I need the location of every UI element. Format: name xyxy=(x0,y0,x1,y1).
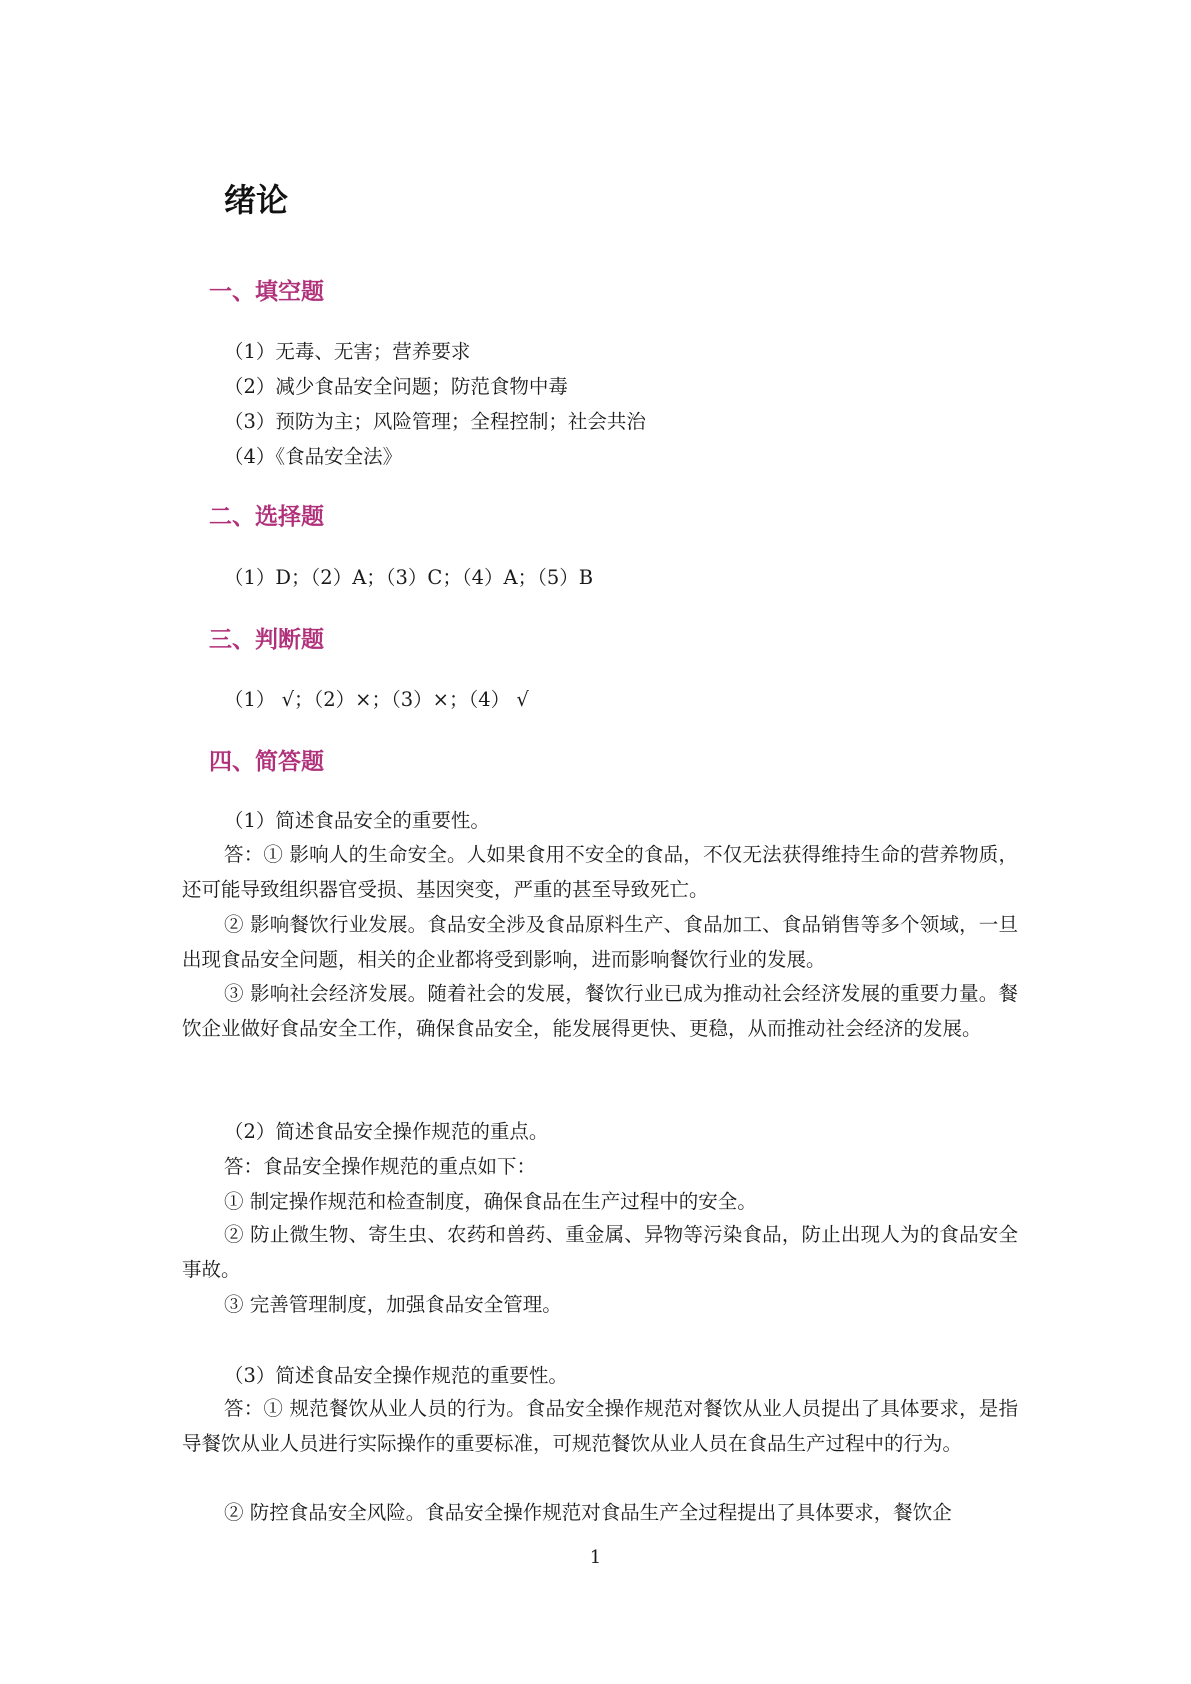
fill-blank-answer-3: （3）预防为主；风险管理；全程控制；社会共治 xyxy=(224,410,646,433)
multiple-choice-answers: （1）D；（2）A；（3）C；（4）A；（5）B xyxy=(224,566,594,589)
true-false-answers: （1） √；（2）×；（3）×；（4） √ xyxy=(224,688,529,711)
section-heading-short-answer: 四、简答题 xyxy=(209,749,324,775)
short-answer-question-1: （1）简述食品安全的重要性。 xyxy=(224,809,490,832)
answer-3-paragraph-2: ② 防控食品安全风险。食品安全操作规范对食品生产全过程提出了具体要求，餐饮企 xyxy=(224,1501,952,1524)
answer-2-paragraph-3: ② 防止微生物、寄生虫、农药和兽药、重金属、异物等污染食品，防止出现人为的食品安全事故。 xyxy=(182,1223,1018,1281)
answer-3-paragraph-1: 答：① 规范餐饮从业人员的行为。食品安全操作规范对餐饮从业人员提出了具体要求，是指导餐饮从业人员进行实际操作的重要标准，可规范餐饮从业人员在食品生产过程中的行为。 xyxy=(182,1397,1018,1455)
section-heading-true-false: 三、判断题 xyxy=(209,627,324,653)
section-heading-multiple-choice: 二、选择题 xyxy=(209,504,324,530)
page-title: 绪论 xyxy=(224,181,289,219)
short-answer-question-2: （2）简述食品安全操作规范的重点。 xyxy=(224,1120,549,1143)
page-number: 1 xyxy=(589,1547,602,1568)
answer-2-paragraph-2: ① 制定操作规范和检查制度，确保食品在生产过程中的安全。 xyxy=(224,1190,757,1213)
answer-1-paragraph-1: 答：① 影响人的生命安全。人如果食用不安全的食品，不仅无法获得维持生命的营养物质，还可能导致组织器官受损、基因突变，严重的甚至导致死亡。 xyxy=(182,843,1018,901)
answer-2-paragraph-4: ③ 完善管理制度，加强食品安全管理。 xyxy=(224,1293,562,1316)
answer-1-paragraph-3: ③ 影响社会经济发展。随着社会的发展，餐饮行业已成为推动社会经济发展的重要力量。餐饮企业做好食品安全工作，确保食品安全，能发展得更快、更稳，从而推动社会经济的发展。 xyxy=(182,982,1018,1040)
fill-blank-answer-4: （4）《食品安全法》 xyxy=(224,445,403,468)
answer-1-paragraph-2: ② 影响餐饮行业发展。食品安全涉及食品原料生产、食品加工、食品销售等多个领域，一旦出现食品安全问题，相关的企业都将受到影响，进而影响餐饮行业的发展。 xyxy=(182,913,1018,971)
section-heading-fill-blank: 一、填空题 xyxy=(209,279,324,305)
answer-2-paragraph-1: 答：食品安全操作规范的重点如下： xyxy=(224,1155,537,1178)
fill-blank-answer-1: （1）无毒、无害；营养要求 xyxy=(224,340,471,363)
fill-blank-answer-2: （2）减少食品安全问题；防范食物中毒 xyxy=(224,375,568,398)
short-answer-question-3: （3）简述食品安全操作规范的重要性。 xyxy=(224,1364,568,1387)
